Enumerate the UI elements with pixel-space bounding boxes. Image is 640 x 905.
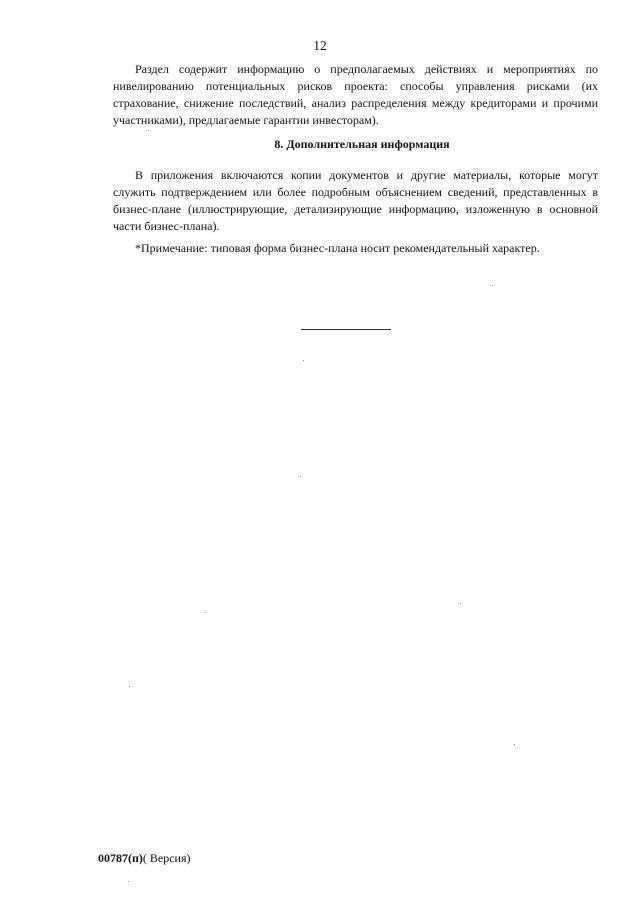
section-7-text-block <box>113 61 598 129</box>
footnote: *Примечание: типовая форма бизнес-плана носит рекомендательный характер. <box>135 241 540 255</box>
appendix-paragraph: В приложения включаются копии документов и другие материалы, которые могут служить подтверждением или более подробным объяснением сведений, представленных в бизнес-плане (иллюстрирующие, детализирующие информацию, изложенную в основной части бизнес-плана). <box>113 168 598 233</box>
risk-management-paragraph: Раздел содержит информацию о предполагаемых действиях и мероприятиях по нивелированию потенциальных рисков проекта: способы управления рисками (их страхование, снижение последствий, анализ распределения между кредиторами и прочими участниками), предлагаемые гарантии инвесторам). <box>113 62 598 127</box>
scan-speck <box>300 476 301 477</box>
separator-line <box>301 329 391 330</box>
scan-speck <box>492 285 493 286</box>
scan-speck <box>205 612 206 613</box>
section-8-heading: 8. Дополнительная информация <box>274 137 450 151</box>
scan-speck <box>148 130 149 131</box>
document-version: ( Версия) <box>142 851 191 865</box>
document-footer <box>98 851 191 866</box>
page-number: 12 <box>313 38 327 53</box>
document-code: 00787(п) <box>98 851 143 865</box>
scan-speck <box>514 744 515 745</box>
scan-speck <box>460 603 461 604</box>
scan-speck <box>303 360 304 361</box>
scan-speck <box>129 686 130 687</box>
section-8-text-block <box>113 167 598 235</box>
scan-speck <box>128 881 129 882</box>
